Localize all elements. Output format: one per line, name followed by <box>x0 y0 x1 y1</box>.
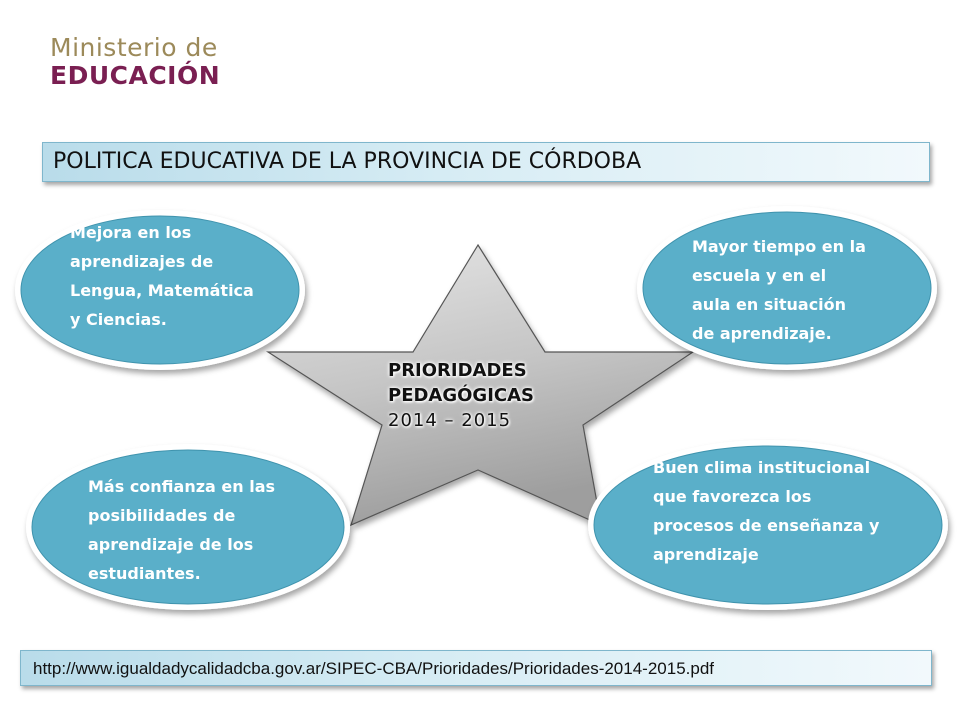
page-title: POLITICA EDUCATIVA DE LA PROVINCIA DE CÓRDOBA <box>53 149 642 174</box>
bubble-top-right-text: Mayor tiempo en la escuela y en el aula en situación de aprendizaje. <box>692 237 866 343</box>
bubble-bottom-left-text: Más confianza en las posibilidades de aprendizaje de los estudiantes. <box>88 477 276 583</box>
center-label-line2: PEDAGÓGICAS <box>388 385 535 406</box>
bubble-bottom-right-text: Buen clima institucional que favorezca los procesos de enseñanza y aprendizaje <box>653 458 880 564</box>
logo-line1: Ministerio de <box>50 33 218 62</box>
bubble-top-left-text: Mejora en los aprendizajes de Lengua, Matemática y Ciencias. <box>70 223 254 329</box>
center-label-years: 2014 – 2015 <box>388 410 512 431</box>
source-banner <box>20 650 932 686</box>
logo-line2: EDUCACIÓN <box>50 61 221 90</box>
center-label-line1: PRIORIDADES <box>388 360 527 381</box>
source-url[interactable]: http://www.igualdadycalidadcba.gov.ar/SIPEC-CBA/Prioridades/Prioridades-2014-2015.pdf <box>33 659 715 678</box>
center-label <box>388 358 534 433</box>
